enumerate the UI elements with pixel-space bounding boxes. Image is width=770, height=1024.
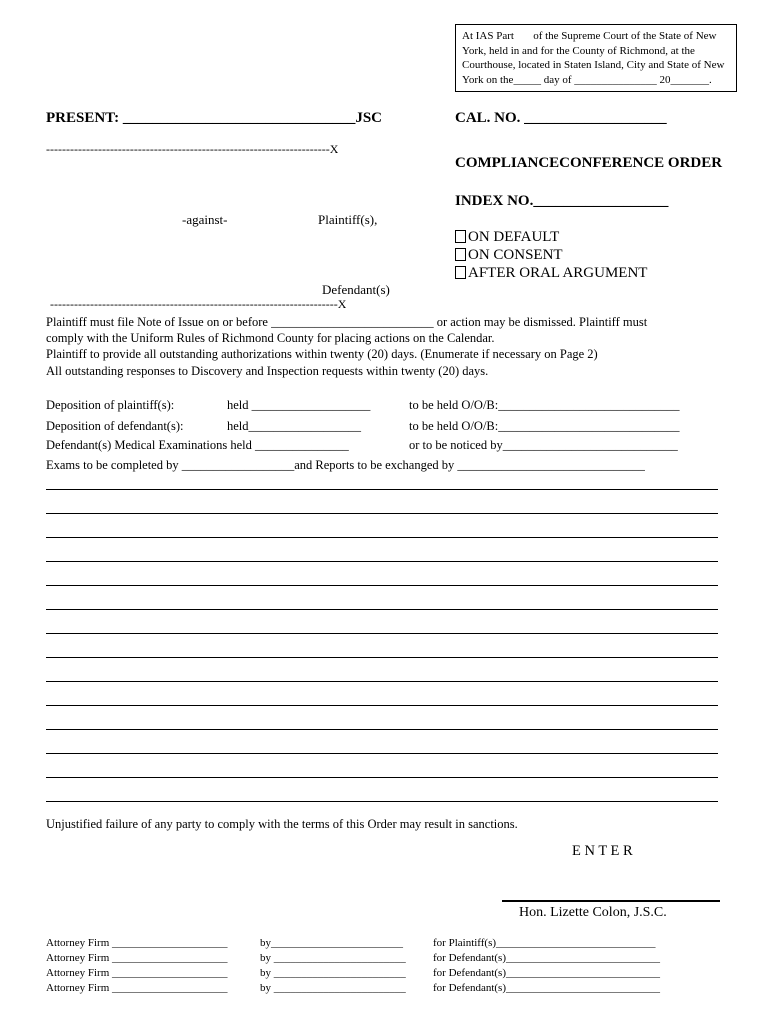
- deposition-plaintiff-label: Deposition of plaintiff(s):: [46, 398, 175, 412]
- option-label: AFTER ORAL ARGUMENT: [468, 265, 648, 281]
- attorney-firm-field[interactable]: Attorney Firm _____________________: [46, 952, 228, 964]
- blank-line[interactable]: [46, 489, 718, 490]
- attorney-firm-field[interactable]: Attorney Firm _____________________: [46, 937, 228, 949]
- defendants-label: Defendant(s): [322, 282, 390, 297]
- deposition-defendant-held-field[interactable]: held__________________: [227, 419, 362, 433]
- option-after-oral-argument[interactable]: [455, 265, 647, 282]
- caption-top-rule: -----------------------------------------------------------------------X: [46, 142, 339, 156]
- court-info-line: Courthouse, located in Staten Island, City and State of New: [462, 59, 725, 71]
- judge-name: Hon. Lizette Colon, J.S.C.: [519, 905, 667, 920]
- blank-line[interactable]: [46, 705, 718, 706]
- enter-label: E N T E R: [572, 843, 633, 859]
- blank-line[interactable]: [46, 537, 718, 538]
- attorney-for-field[interactable]: for Defendant(s)____________________________: [433, 982, 660, 994]
- attorney-firm-field[interactable]: Attorney Firm _____________________: [46, 982, 228, 994]
- authorizations-text: Plaintiff to provide all outstanding authorizations within twenty (20) days. (Enumerate if necessary on Page 2): [46, 347, 598, 361]
- uniform-rules-text: comply with the Uniform Rules of Richmond County for placing actions on the Calendar.: [46, 331, 495, 345]
- blank-line[interactable]: [46, 801, 718, 802]
- court-info-line: At IAS Part of the Supreme Court of the State of New: [462, 30, 717, 42]
- judge-signature-line[interactable]: [502, 900, 720, 902]
- discovery-text: All outstanding responses to Discovery and Inspection requests within twenty (20) days.: [46, 364, 489, 378]
- court-info-line: York on the_____ day of _______________ 20_______.: [462, 73, 712, 86]
- against-label: -against-: [182, 212, 228, 227]
- calendar-number-field[interactable]: CAL. NO. ___________________: [455, 110, 667, 126]
- checkbox-after-oral-argument[interactable]: [455, 266, 466, 279]
- caption-bottom-rule: ------------------------------------------------------------------------X: [50, 297, 347, 311]
- attorney-for-field[interactable]: for Defendant(s)____________________________: [433, 952, 660, 964]
- attorney-by-field[interactable]: by ________________________: [260, 952, 406, 964]
- court-info-box: [455, 24, 737, 92]
- blank-line[interactable]: [46, 729, 718, 730]
- deposition-plaintiff-ob-field[interactable]: to be held O/O/B:_____________________________: [409, 398, 680, 412]
- blank-line[interactable]: [46, 681, 718, 682]
- sanctions-notice: Unjustified failure of any party to comply with the terms of this Order may result in sanctions.: [46, 817, 518, 831]
- attorney-by-field[interactable]: by ________________________: [260, 967, 406, 979]
- blank-line[interactable]: [46, 657, 718, 658]
- medical-exam-field[interactable]: Defendant(s) Medical Examinations held _______________: [46, 438, 349, 452]
- checkbox-on-default[interactable]: [455, 230, 466, 243]
- medical-noticed-field[interactable]: or to be noticed by____________________________: [409, 438, 678, 452]
- plaintiffs-label: Plaintiff(s),: [318, 212, 378, 227]
- blank-line[interactable]: [46, 753, 718, 754]
- option-label: ON DEFAULT: [468, 229, 560, 245]
- deposition-defendant-label: Deposition of defendant(s):: [46, 419, 184, 433]
- option-on-consent[interactable]: [455, 247, 563, 264]
- checkbox-on-consent[interactable]: [455, 248, 466, 261]
- court-info-line: York, held in and for the County of Richmond, at the: [462, 44, 695, 57]
- attorney-by-field[interactable]: by________________________: [260, 937, 403, 949]
- blank-line[interactable]: [46, 513, 718, 514]
- option-label: ON CONSENT: [468, 247, 563, 263]
- attorney-firm-field[interactable]: Attorney Firm _____________________: [46, 967, 228, 979]
- blank-line[interactable]: [46, 585, 718, 586]
- note-of-issue-text: Plaintiff must file Note of Issue on or before __________________________ or action may be dismissed. Plaintiff must: [46, 315, 648, 329]
- option-on-default[interactable]: [455, 229, 559, 246]
- deposition-plaintiff-held-field[interactable]: held ___________________: [227, 398, 371, 412]
- blank-line[interactable]: [46, 633, 718, 634]
- index-number-field[interactable]: INDEX NO.__________________: [455, 193, 669, 209]
- attorney-for-field[interactable]: for Plaintiff(s)_____________________________: [433, 937, 656, 949]
- exams-reports-field[interactable]: Exams to be completed by __________________and Reports to be exchanged by ______________________________: [46, 458, 645, 472]
- blank-line[interactable]: [46, 561, 718, 562]
- deposition-defendant-ob-field[interactable]: to be held O/O/B:_____________________________: [409, 419, 680, 433]
- present-justice-field[interactable]: PRESENT: _______________________________JSC: [46, 110, 382, 126]
- blank-line[interactable]: [46, 609, 718, 610]
- attorney-by-field[interactable]: by ________________________: [260, 982, 406, 994]
- document-title: COMPLIANCECONFERENCE ORDER: [455, 155, 723, 171]
- attorney-for-field[interactable]: for Defendant(s)____________________________: [433, 967, 660, 979]
- blank-line[interactable]: [46, 777, 718, 778]
